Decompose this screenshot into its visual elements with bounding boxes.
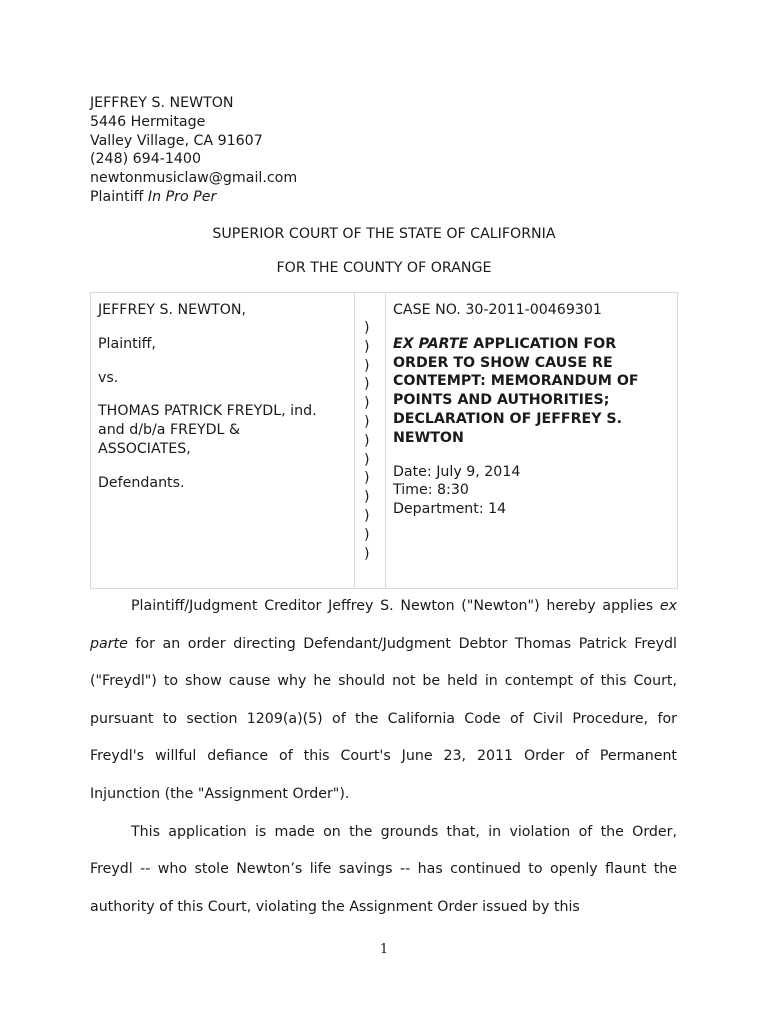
defendant-line3: ASSOCIATES,	[98, 440, 191, 457]
court-name: SUPERIOR COURT OF THE STATE OF CALIFORNIA	[212, 226, 556, 242]
paren-mark: )	[364, 526, 370, 543]
paren-mark: )	[364, 395, 370, 412]
case-number: CASE NO. 30-2011-00469301	[393, 302, 602, 318]
paren-mark: )	[364, 545, 370, 562]
paragraph1-end: for an order directing Defendant/Judgment Debtor Thomas Patrick Freydl ("Freydl") to show cause why he should not be held in contempt of this Court, pursuant to section 1209(a)(5) of the California Code of Civil Procedure, for Freydl's willful defiance of this Court's June 23, 2011 Order of Permanent Injunction (the "Assignment Order").	[90, 635, 677, 802]
paren-mark: )	[364, 470, 370, 487]
paragraph1-start: Plaintiff/Judgment Creditor Jeffrey S. Newton ("Newton") hereby applies	[131, 598, 660, 614]
paren-mark: )	[364, 489, 370, 506]
paren-mark: )	[364, 451, 370, 468]
document-body	[90, 588, 677, 926]
paragraph1-italic: ex parte	[90, 598, 677, 652]
plaintiff-label: Plaintiff,	[98, 335, 156, 352]
body-paragraph: This application is made on the grounds that, in violation of the Order, Freydl -- who stole Newton’s life savings -- has continued to openly flaunt the authority of this Court, violating the Assignment Order issued by this	[90, 823, 677, 915]
case-caption-table	[90, 292, 678, 589]
hearing-time: Time: 8:30	[393, 482, 469, 499]
paren-mark: )	[364, 320, 370, 336]
caption-parties	[91, 293, 355, 588]
attorney-email: newtonmusiclaw@gmail.com	[90, 170, 298, 187]
document-title-line5: DECLARATION OF JEFFREY S.	[393, 410, 623, 427]
court-county: FOR THE COUNTY OF ORANGE	[276, 260, 492, 276]
attorney-role	[90, 188, 297, 207]
versus-label: vs.	[98, 369, 119, 386]
attorney-block	[90, 94, 297, 207]
attorney-role-prefix: Plaintiff	[90, 188, 148, 205]
document-title-italic: EX PARTE	[393, 335, 469, 352]
document-title-line1: APPLICATION FOR	[468, 335, 617, 352]
defendant-line2: and d/b/a FREYDL &	[98, 422, 241, 439]
plaintiff-name: JEFFREY S. NEWTON,	[98, 302, 247, 318]
document-title-line6: NEWTON	[393, 429, 464, 446]
defendant-label: Defendants.	[98, 474, 185, 491]
page-number: 1	[379, 942, 389, 957]
paren-mark: )	[364, 413, 370, 430]
attorney-address-line1: 5446 Hermitage	[90, 113, 206, 130]
defendant-line1: THOMAS PATRICK FREYDL, ind.	[98, 403, 317, 420]
body-paragraph	[90, 588, 677, 814]
attorney-role-italic: In Pro Per	[147, 188, 217, 205]
defendant-name	[98, 402, 354, 458]
paren-mark: )	[364, 507, 370, 524]
caption-parentheses	[355, 293, 386, 588]
hearing-department: Department: 14	[393, 501, 507, 518]
paren-mark: )	[364, 338, 370, 355]
document-title	[393, 335, 677, 448]
attorney-address-line2: Valley Village, CA 91607	[90, 132, 263, 149]
attorney-phone: (248) 694-1400	[90, 151, 201, 168]
caption-case-info	[386, 293, 677, 596]
document-title-line3: CONTEMPT: MEMORANDUM OF	[393, 373, 639, 390]
document-title-line4: POINTS AND AUTHORITIES;	[393, 392, 610, 409]
paren-mark: )	[364, 357, 370, 374]
paren-mark: )	[364, 376, 370, 393]
attorney-name: JEFFREY S. NEWTON	[90, 95, 234, 111]
document-title-line2: ORDER TO SHOW CAUSE RE	[393, 354, 613, 371]
hearing-date: Date: July 9, 2014	[393, 463, 521, 480]
paren-mark: )	[364, 432, 370, 449]
